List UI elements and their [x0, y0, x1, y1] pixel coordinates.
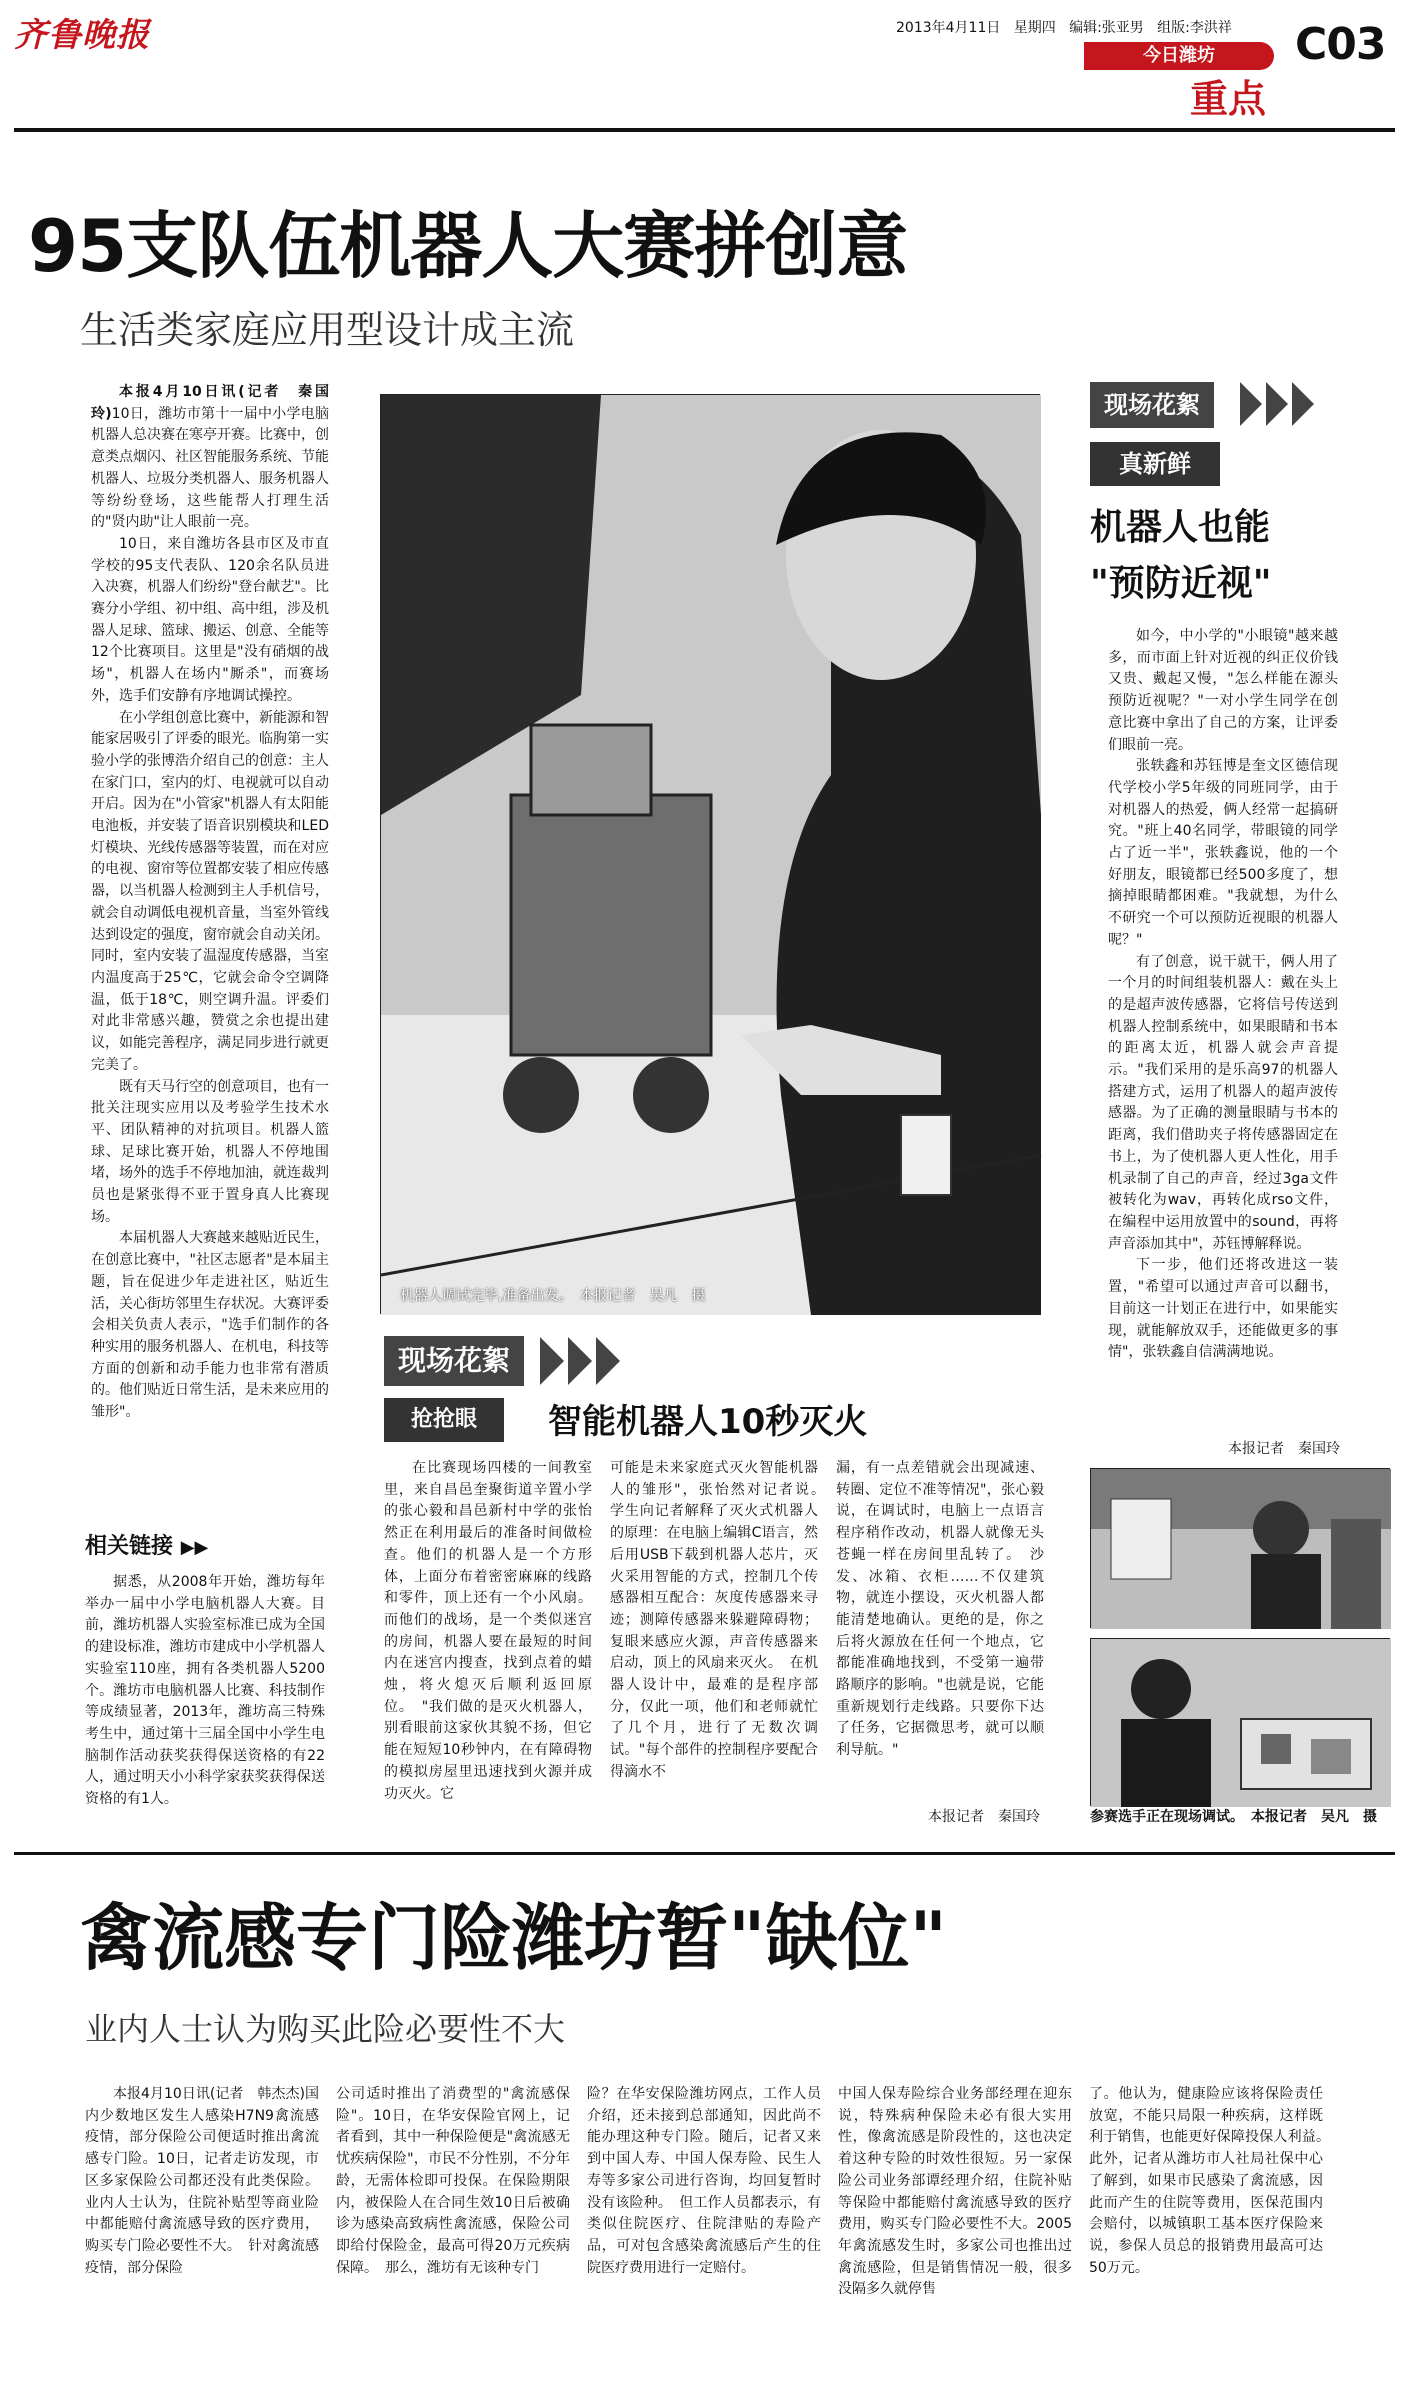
sidebar-headline-line: "预防近视"	[1090, 563, 1272, 604]
arrow-right-icon: ▶▶	[180, 1537, 209, 1558]
chevron-right-icon	[1292, 382, 1314, 426]
sidebar-kicker: 真新鲜	[1090, 442, 1220, 486]
story2-column: 漏，有一点差错就会出现减速、转圈、定位不准等情况"，张心毅说，在调试时，电脑上一点语言程序稍作改动，机器人就像无头苍蝇一样在房间里乱转了。 沙发、冰箱、衣柜……不仅建筑物，就连小摆设，灭火机器人都能清楚地确认。更绝的是，你之后将火源放在任何一个地点，它都能准确地找到，不受第一遍带路顺序的影响。"也就是说，它能重新规划行走线路。只要你下达了任务，它据微思考，就可以顺利导航。"	[836, 1460, 1044, 1759]
story1-paragraph: 本报4月10日讯(记者 秦国玲)10日，潍坊市第十一届中小学电脑机器人总决赛在寒亭开赛。比赛中，创意类点烟闪、社区智能服务系统、节能机器人、垃圾分类机器人、服务机器人等纷纷登场，这些能帮人打理生活的"贤内助"让人眼前一亮。	[91, 384, 329, 531]
robot-photo-illustration	[381, 395, 1041, 1315]
story3-column: 了。他认为，健康险应该将保险责任放宽，不能只局限一种疾病，这样既利于销售，也能更好保障投保人利益。 此外，记者从潍坊市人社局社保中心了解到，如果市民感染了禽流感，因此而产生的住院等费用，医保范围内会赔付，以城镇职工基本医疗保险来说，参保人员总的报销费用最高可达50万元。	[1089, 2086, 1337, 2276]
story3-column: 本报4月10日讯(记者 韩杰杰)国内少数地区发生人感染H7N9禽流感疫情，部分保险公司便适时推出禽流感专门险。10日，记者走访发现，市区多家保险公司都还没有此类保险。业内人士认为，住院补贴型等商业险中都能赔付禽流感导致的医疗费用，购买专门险必要性不大。 针对禽流感疫情，部分保险	[85, 2086, 319, 2276]
contestant-photo-caption: 参赛选手正在现场调试。 本报记者 吴凡 摄	[1090, 1809, 1377, 1825]
newspaper-logo: 齐鲁晚报	[14, 15, 150, 54]
page-label: 重点	[1190, 77, 1267, 121]
issue-info	[896, 18, 1276, 38]
sidebar-byline: 本报记者 秦国玲	[1228, 1441, 1340, 1457]
chevron-right-icon	[1240, 382, 1262, 426]
story1-paragraph: 本届机器人大赛越来越贴近民生，在创意比赛中，"社区志愿者"是本届主题，旨在促进少年走进社区，贴近生活，关心街坊邻里生存状况。大赛评委会相关负责人表示，"选手们制作的各种实用的服务机器人、在机电，科技等方面的创新和动手能力也非常有潜质的。他们贴近日常生活，是未来应用的雏形"。	[91, 1230, 329, 1421]
contestant-photo-1	[1090, 1468, 1390, 1628]
story1-headline: 95支队伍机器人大赛拼创意	[28, 204, 908, 288]
story3-headline: 禽流感专门险潍坊暂"缺位"	[80, 1896, 948, 1980]
story3-column: 公司适时推出了消费型的"禽流感保险"。10日，在华安保险官网上，记者看到，其中一种保险便是"禽流感无忧疾病保险"，市民不分性别，不分年龄，无需体检即可投保。在保险期限内，被保险人在合同生效10日后被确诊为感染高致病性禽流感，保险公司即给付保险金，最高可得20万元疾病保障。 那么，潍坊有无该种专门	[336, 2086, 570, 2276]
story1-paragraph: 10日，来自潍坊各县市区及市直学校的95支代表队、120余名队员进入决赛，机器人们纷纷"登台献艺"。比赛分小学组、初中组、高中组，涉及机器人足球、篮球、搬运、创意、全能等12个比赛项目。这里是"没有硝烟的战场"，机器人在场内"厮杀"，而赛场外，选手们安静有序地调试操控。	[91, 535, 329, 704]
story1-paragraph: 既有天马行空的创意项目，也有一批关注现实应用以及考验学生技术水平、团队精神的对抗项目。机器人篮球、足球比赛开始，机器人不停地围堵，场外的选手不停地加油，就连裁判员也是紧张得不亚于置身真人比赛现场。	[91, 1078, 329, 1225]
story1-subhead: 生活类家庭应用型设计成主流	[80, 308, 575, 352]
sidebar-tag-arrows	[1240, 382, 1314, 426]
related-link-text: 据悉，从2008年开始，潍坊每年举办一届中小学电脑机器人大赛。目前，潍坊机器人实验室标准已成为全国的建设标准，潍坊市建成中小学机器人实验室110座，拥有各类机器人5200个。潍坊市电脑机器人比赛、科技制作等成绩显著，2013年，潍坊高三特殊考生中，通过第十三届全国中小学生电脑制作活动获奖获得保送资格的有22人，通过明天小小科学家获奖获得保送资格的有1人。	[85, 1574, 325, 1808]
story2-column: 可能是未来家庭式灭火智能机器人的雏形"，张怡然对记者说。 学生向记者解释了灭火式机器人的原理：在电脑上编辑C语言，然后用USB下载到机器人芯片，灭火采用智能的方式，控制几个传感器相互配合：灰度传感器来寻迹；测障传感器来躲避障碍物；复眼来感应火源，声音传感器来启动，顶上的风扇来灭火。 在机器人设计中，最难的是程序部分，仅此一项，他们和老师就忙了几个月，进行了无数次调试。"每个部件的控制程序要配合得滴水不	[610, 1460, 832, 1780]
story3-subhead: 业内人士认为购买此险必要性不大	[85, 2010, 566, 2048]
issue-weekday: 星期四	[1013, 20, 1056, 36]
masthead-rule	[14, 128, 1395, 132]
sidebar-paragraph: 有了创意，说干就干，俩人用了一个月的时间组装机器人：戴在头上的是超声波传感器，它将信号传送到机器人控制系统中，如果眼睛和书本的距离太近，机器人就会声音提示。"我们采用的是乐高97的机器人搭建方式，运用了机器人的超声波传感器。为了正确的测量眼睛与书本的距离，我们借助夹子将传感器固定在书上，为了使机器人更人性化，用手机录制了自己的声音，经过3ga文件被转化为wav，再转化成rso文件，在编程中运用放置中的sound，再将声音添加其中"，苏钰博解释说。	[1108, 953, 1338, 1252]
layout-credit: 组版:李洪祥	[1157, 20, 1232, 36]
section-divider	[14, 1852, 1395, 1855]
issue-date: 2013年4月11日	[896, 20, 1001, 36]
contestant-photo-2	[1090, 1638, 1390, 1806]
sidebar-paragraph: 如今，中小学的"小眼镜"越来越多，而市面上针对近视的纠正仪价钱又贵、戴起又慢，"怎么样能在源头预防近视呢？"一对小学生同学在创意比赛中拿出了自己的方案，让评委们眼前一亮。	[1108, 628, 1338, 753]
chevron-right-icon	[596, 1337, 620, 1385]
story1-paragraph: 在小学组创意比赛中，新能源和智能家居吸引了评委的眼光。临朐第一实验小学的张博浩介绍自己的创意：主人在家门口，室内的灯、电视就可以自动开启。因为在"小管家"机器人有太阳能电池板，并安装了语音识别模块和LED灯模块、光线传感器等装置，而在对应的电视、窗帘等位置都安装了相应传感器，以当机器人检测到主人手机信号，就会自动调低电视机音量，当室外管线达到设定的强度，窗帘就会自动关闭。同时，室内安装了温湿度传感器，当室内温度高于25℃，它就会命令空调降温，低于18℃，则空调升温。评委们对此非常感兴趣，赞赏之余也提出建议，如能完善程序，满足同步进行就更完美了。	[91, 709, 329, 1073]
story3-column: 中国人保寿险综合业务部经理在迎东说，特殊病种保险未必有很大实用性，像禽流感是阶段性的，这也决定着这种专险的时效性很短。另一家保险公司业务部谭经理介绍，住院补贴等保险中都能赔付禽流感导致的医疗费用，购买专门险必要性不大。2005年禽流感发生时，多家公司也推出过禽流感险，但是销售情况一般，很多没隔多久就停售	[838, 2086, 1072, 2298]
story2-tag-arrows	[540, 1337, 620, 1385]
section-banner: 今日潍坊	[1084, 42, 1274, 70]
sidebar-headline-line: 机器人也能	[1090, 507, 1271, 548]
related-link-header: 相关链接 ▶▶	[85, 1534, 209, 1559]
chevron-right-icon	[1266, 382, 1288, 426]
story2-tag: 现场花絮	[384, 1336, 524, 1386]
story1-byline: 本报4月10日讯(记者 秦国玲)	[91, 384, 329, 422]
editor-credit: 编辑:张亚男	[1069, 20, 1144, 36]
story2-kicker: 抢抢眼	[384, 1398, 504, 1442]
sidebar-tag: 现场花絮	[1090, 382, 1214, 428]
page-number: C03	[1295, 19, 1386, 70]
robot-photo	[380, 394, 1040, 1314]
sidebar-headline	[1090, 500, 1390, 612]
story3-column: 险？在华安保险潍坊网点，工作人员介绍，还未接到总部通知，因此尚不能办理这种专门险。随后，记者又来到中国人寿、中国人保寿险、民生人寿等多家公司进行咨询，均回复暂时没有该险种。 但工作人员都表示，有类似住院医疗、住院津贴的寿险产品，可对包含感染禽流感后产生的住院医疗费用进行一定赔付。	[587, 2086, 821, 2276]
sidebar-paragraph: 张轶鑫和苏钰博是奎文区德信现代学校小学5年级的同班同学，由于对机器人的热爱，俩人经常一起搞研究。"班上40名同学，带眼镜的同学占了近一半"，张轶鑫说，他的一个好朋友，眼镜都已经500多度了，想摘掉眼睛都困难。"我就想，为什么不研究一个可以预防近视眼的机器人呢？"	[1108, 758, 1338, 948]
contestant-photo-1-illustration	[1091, 1469, 1391, 1629]
story2-column: 在比赛现场四楼的一间教室里，来自昌邑奎聚街道辛置小学的张心毅和昌邑新村中学的张怡然正在利用最后的准备时间做检查。他们的机器人是一个方形体，上面分布着密密麻麻的线路和零件，顶上还有一个小风扇。而他们的战场，是一个类似迷宫的房间，机器人要在最短的时间内在迷宫内搜查，找到点着的蜡烛，将火熄灭后顺利返回原位。 "我们做的是灭火机器人，别看眼前这家伙其貌不扬，但它能在短短10秒钟内，在有障碍物的模拟房屋里迅速找到火源并成功灭火。它	[384, 1460, 592, 1802]
story2-headline: 智能机器人10秒灭火	[548, 1402, 868, 1442]
story2-byline: 本报记者 秦国玲	[928, 1809, 1040, 1825]
sidebar-paragraph: 下一步，他们还将改进这一装置，"希望可以通过声音可以翻书，目前这一计划正在进行中，如果能实现，就能解放双手，还能做更多的事情"，张轶鑫自信满满地说。	[1108, 1257, 1338, 1361]
contestant-photo-2-illustration	[1091, 1639, 1391, 1807]
sidebar-body	[1108, 626, 1338, 1440]
robot-photo-caption: 机器人调试完毕,准备出发。 本报记者 吴凡 摄	[400, 1288, 706, 1304]
chevron-right-icon	[568, 1337, 592, 1385]
chevron-right-icon	[540, 1337, 564, 1385]
story1-body	[91, 382, 329, 1502]
